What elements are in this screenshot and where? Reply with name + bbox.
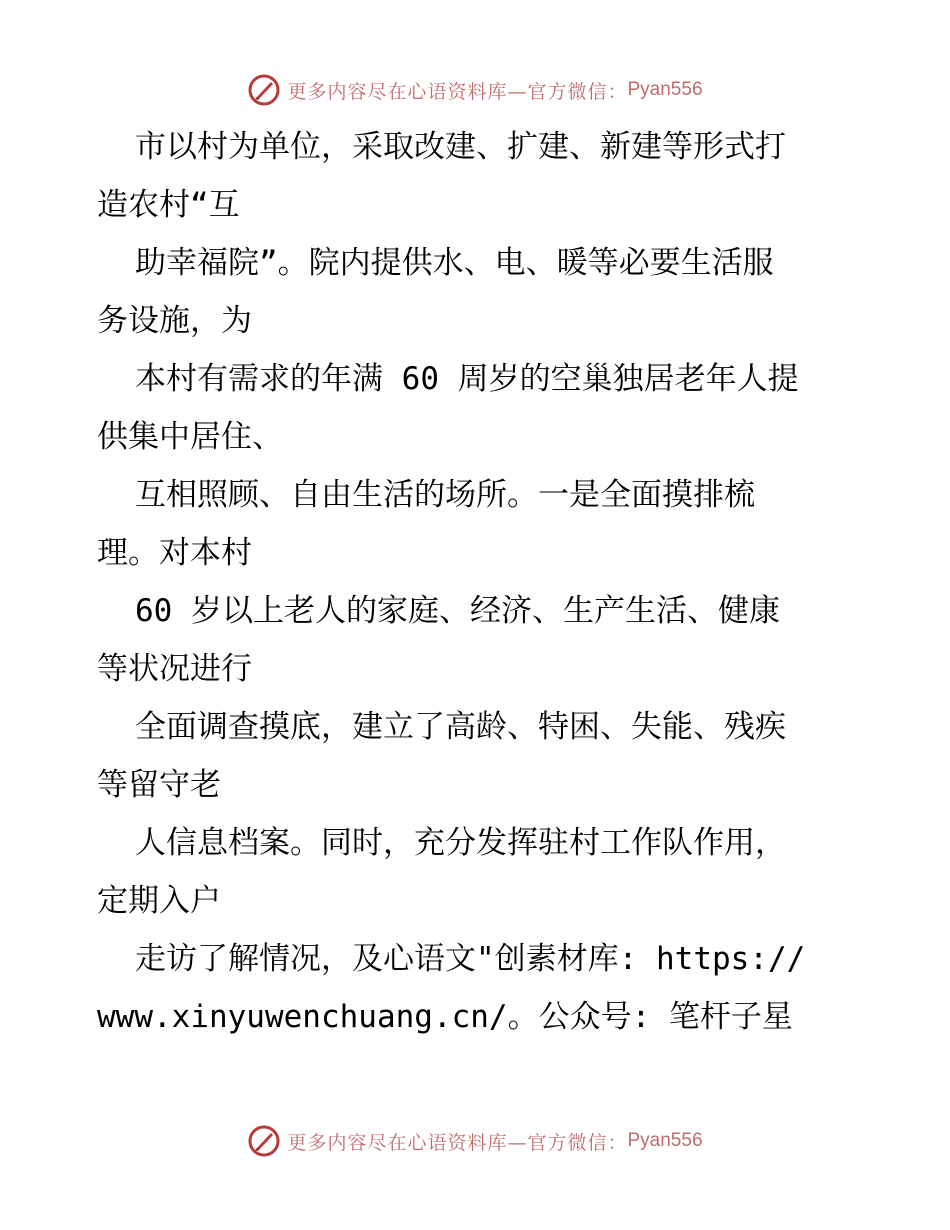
text-line: 全面调查摸底，建立了高龄、特困、失能、残疾 (135, 709, 786, 745)
text-line: 走访了解情况，及心语文"创素材库: https:// (135, 941, 806, 977)
text-line: 等状况进行 (97, 651, 252, 687)
text-line: 本村有需求的年满 60 周岁的空巢独居老年人提 (135, 361, 799, 397)
text-line: 市以村为单位，采取改建、扩建、新建等形式打 (135, 129, 786, 165)
text-line: 务设施，为 (97, 303, 252, 339)
feather-pen-logo-icon (247, 1124, 281, 1158)
header-banner (0, 70, 950, 110)
text-line: 造农村“互 (97, 187, 240, 223)
text-line: 互相照顾、自由生活的场所。一是全面摸排梳 (135, 477, 755, 513)
feather-pen-logo-icon (247, 73, 281, 107)
text-line: 人信息档案。同时，充分发挥驻村工作队作用， (135, 825, 786, 861)
text-line: 60 岁以上老人的家庭、经济、生产生活、健康 (135, 593, 780, 629)
header-wechat-id: Pyan556 (627, 79, 703, 100)
footer-wechat-id: Pyan556 (627, 1130, 703, 1151)
text-line: 定期入户 (97, 883, 221, 919)
text-line: 供集中居住、 (97, 419, 283, 455)
footer-banner-text: 更多内容尽在心语资料库—官方微信： (287, 1131, 628, 1154)
header-banner-text: 更多内容尽在心语资料库—官方微信： (287, 80, 628, 103)
text-line: 等留守老 (97, 767, 221, 803)
document-body (97, 118, 867, 1046)
text-line: 理。对本村 (97, 535, 252, 571)
text-line: www.xinyuwenchuang.cn/。公众号: 笔杆子星 (97, 999, 793, 1035)
footer-banner (0, 1121, 950, 1161)
text-line: 助幸福院”。院内提供水、电、暖等必要生活服 (135, 245, 774, 281)
